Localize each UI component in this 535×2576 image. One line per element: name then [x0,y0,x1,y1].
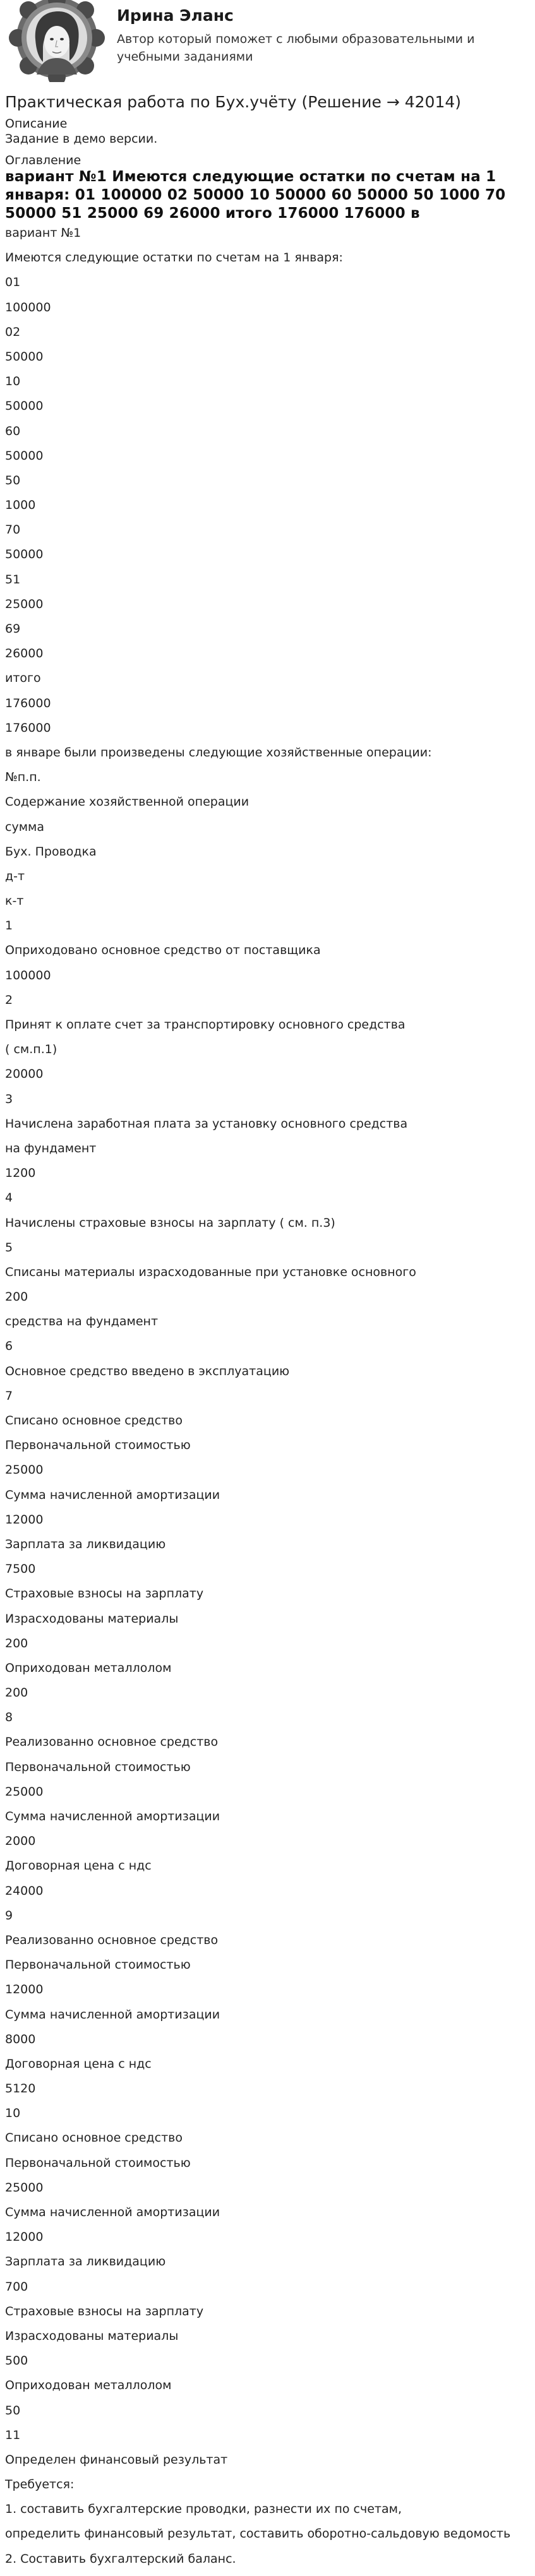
page-title: Практическая работа по Бух.учёту (Решение → 42014) [5,93,462,111]
document-line: Израсходованы материалы [5,2329,179,2343]
document-line: Реализованно основное средство [5,1933,219,1947]
document-line: Списано основное средство [5,2131,183,2145]
author-header [6,0,531,87]
document-line: Зарплата за ликвидацию [5,2255,166,2269]
document-line: Списано основное средство [5,1414,183,1428]
document-line: №п.п. [5,770,41,785]
avatar-photo-icon [6,0,107,82]
document-line: 26000 [5,647,44,661]
document-line: средства на фундамент [5,1315,159,1329]
document-line: Сумма начисленной амортизации [5,2205,220,2219]
document-line: 01 [5,275,21,290]
document-line: 12000 [5,1512,44,1527]
document-line: 9 [5,1908,13,1923]
document-line: Первоначальной стоимостью [5,1438,191,1453]
document-line: Договорная цена с ндс [5,2056,152,2071]
document-line: 25000 [5,1463,44,1477]
document-line: ( см.п.1) [5,1042,57,1057]
document-line: 500 [5,2354,28,2368]
document-line: Принят к оплате счет за транспортировку основного средства [5,1018,406,1032]
document-line: Израсходованы материалы [5,1611,179,1626]
author-avatar[interactable] [6,0,107,82]
document-line: 70 [5,523,21,537]
document-line: 1. составить бухгалтерские проводки, разнести их по счетам, [5,2502,402,2517]
author-name[interactable]: Ирина Эланс [117,6,234,25]
document-line: Требуется: [5,2478,75,2492]
document-line: Начислены страховые взносы на зарплату ( см. п.3) [5,1215,335,1230]
document-line: 12000 [5,1983,44,1997]
document-line: Первоначальной стоимостью [5,1958,191,1972]
document-line: 24000 [5,1883,44,1898]
document-line: Оприходован металлолом [5,2378,172,2393]
document-line: 1200 [5,1166,36,1181]
document-body [5,225,529,2576]
document-line: итого [5,671,41,686]
description-label: Описание [5,117,68,131]
document-line: Сумма начисленной амортизации [5,1810,220,1823]
document-line: 200 [5,1290,28,1304]
document-line: 50 [5,2403,21,2418]
document-line: 5 [5,1240,13,1255]
document-line: Основное средство введено в эксплуатацию [5,1364,290,1378]
document-line: Содержание хозяйственной операции [5,795,249,809]
document-line: к-т [5,894,24,909]
document-line: 25000 [5,1784,44,1799]
document-line: 12000 [5,2230,44,2245]
document-line: 176000 [5,696,51,710]
document-line: Страховые взносы на зарплату [5,2304,204,2318]
document-line: 100000 [5,968,51,982]
document-line: 10 [5,2106,21,2121]
document-line: Оприходован металлолом [5,1661,172,1675]
document-line: Первоначальной стоимостью [5,1760,191,1774]
document-line: 50000 [5,399,44,414]
document-line: в январе были произведены следующие хозяйственные операции: [5,745,432,760]
document-line: 7500 [5,1562,36,1577]
document-line: 20000 [5,1067,44,1082]
contents-heading[interactable]: вариант №1 Имеются следующие остатки по счетам на 1 января: 01 100000 02 50000 10 50000 60 50000 50 1000 70 50000 51 25000 69 26000 итого 176000 176000 в [5,169,506,222]
document-line: Списаны материалы израсходованные при установке основного [5,1265,416,1279]
document-line: Начислена заработная плата за установку основного средства [5,1116,408,1131]
document-line: 2. Составить бухгалтерский баланс. [5,2551,236,2566]
document-line: определить финансовый результат, составить оборотно-сальдовую ведомость [5,2527,511,2541]
document-line: 25000 [5,597,44,611]
document-line: 2000 [5,1834,36,1849]
document-line: сумма [5,820,45,834]
document-line: 8000 [5,2032,36,2046]
document-line: 7 [5,1388,13,1403]
document-line: 11 [5,2428,21,2442]
document-line: 50000 [5,547,44,562]
document-line: 50000 [5,349,44,364]
contents-label: Оглавление [5,153,81,167]
document-line: 69 [5,622,21,636]
document-line: Сумма начисленной амортизации [5,2007,220,2022]
document-line: на фундамент [5,1141,97,1155]
document-line: Бух. Проводка [5,844,97,859]
author-description: Автор который поможет с любыми образовательными и учебными заданиями [117,32,475,64]
main-content [5,91,529,2576]
document-line: Реализованно основное средство [5,1735,219,1750]
document-line: 700 [5,2279,28,2294]
document-line: 25000 [5,2180,44,2195]
document-line: Сумма начисленной амортизации [5,1488,220,1502]
demo-note: Задание в демо версии. [5,132,158,146]
document-line: Оприходовано основное средство от поставщика [5,943,321,958]
document-line: 50 [5,473,21,487]
document-line: 6 [5,1339,13,1354]
document-line: 100000 [5,300,51,314]
document-line: 60 [5,424,21,438]
document-line: 50000 [5,448,44,463]
document-line: 10 [5,374,21,389]
document-line: 200 [5,1636,28,1650]
document-line: Договорная цена с ндс [5,1859,152,1873]
document-line: Страховые взносы на зарплату [5,1587,204,1601]
document-line: 176000 [5,720,51,735]
document-line: 4 [5,1191,13,1205]
document-line: 5120 [5,2082,36,2096]
document-line: 1000 [5,498,36,513]
document-line: 3 [5,1092,13,1106]
document-line: 2 [5,993,13,1007]
document-line: 8 [5,1710,13,1725]
document-line: 02 [5,325,21,339]
document-line: вариант №1 [5,226,81,240]
document-line: 1 [5,919,13,933]
document-line: Определен финансовый результат [5,2452,228,2467]
document-line: Первоначальной стоимостью [5,2156,191,2170]
document-line: 200 [5,1686,28,1700]
document-line: Имеются следующие остатки по счетам на 1 января: [5,251,343,265]
document-line: д-т [5,869,25,883]
document-line: Зарплата за ликвидацию [5,1537,166,1551]
document-line: 51 [5,572,21,587]
